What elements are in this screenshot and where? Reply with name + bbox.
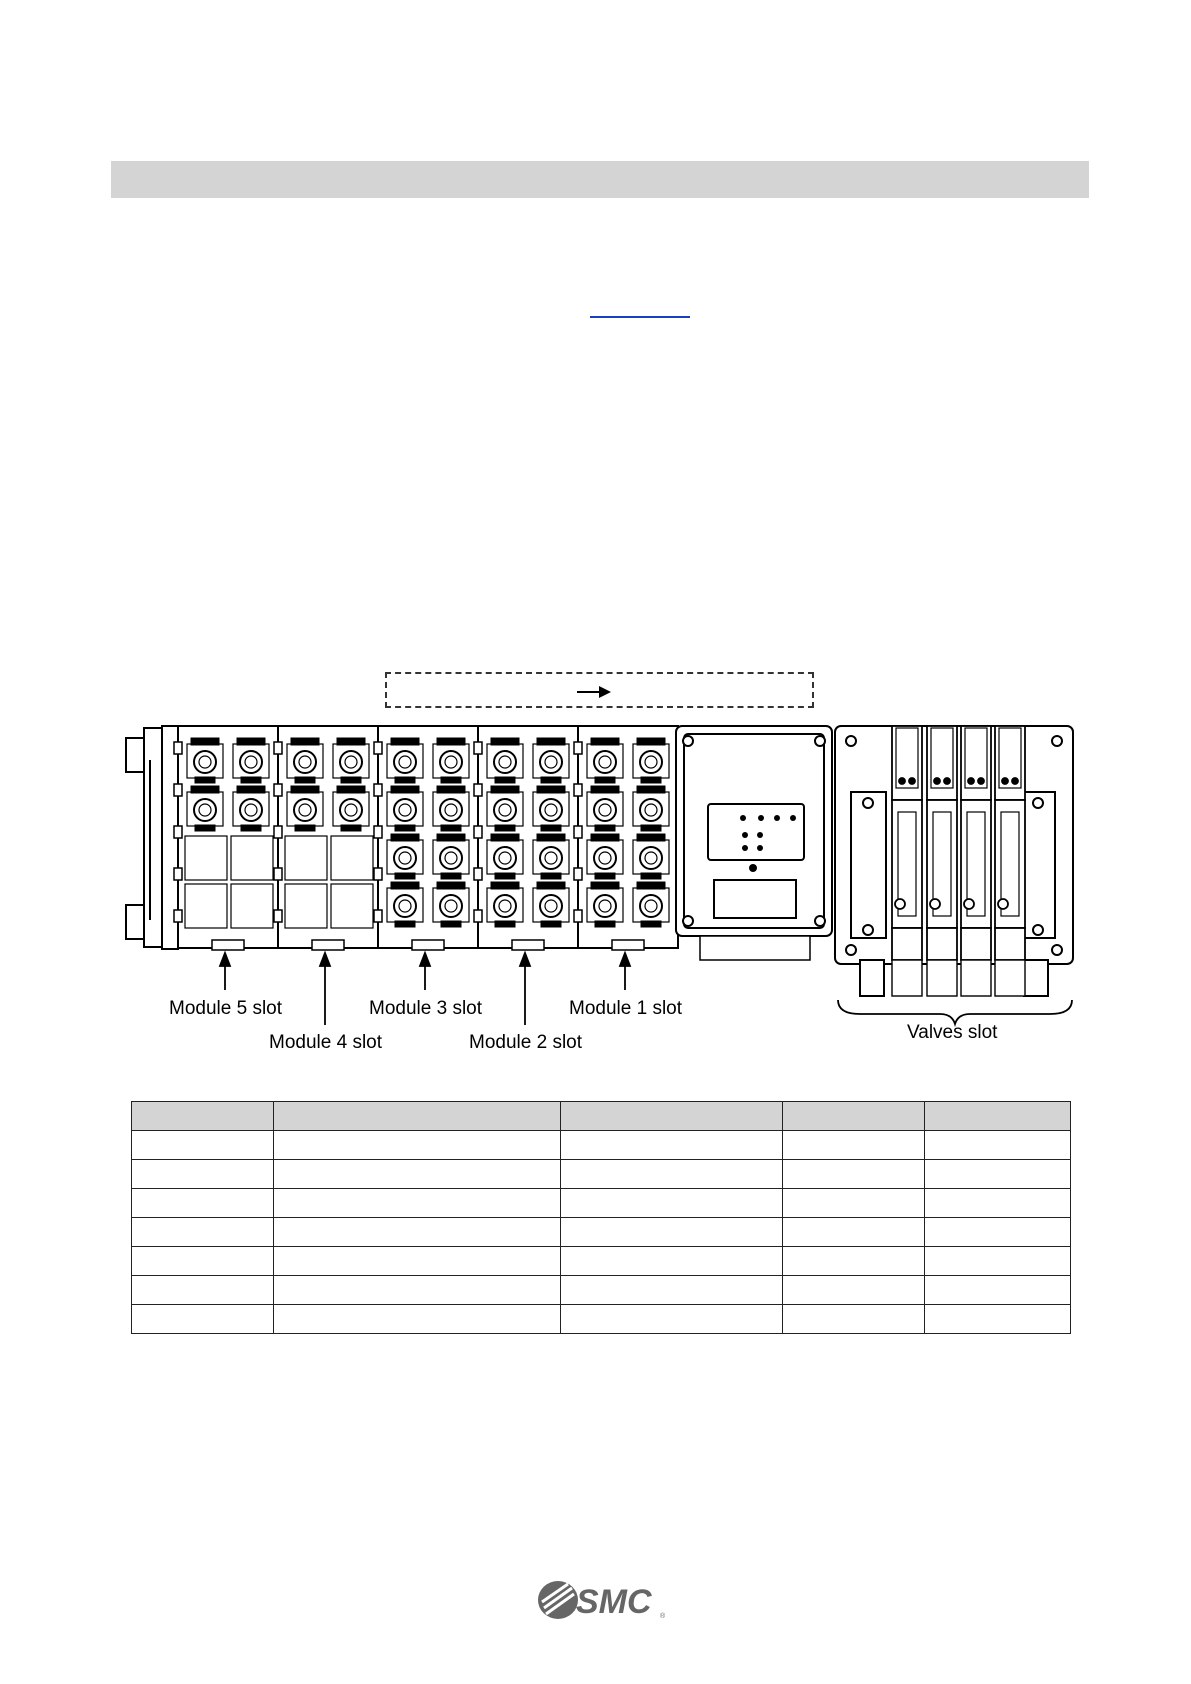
table-cell	[132, 1305, 274, 1334]
table-cell	[132, 1189, 274, 1218]
slot-pointer-arrowhead	[420, 953, 430, 966]
table-cell	[561, 1189, 783, 1218]
module-4-slot-label: Module 4 slot	[269, 1032, 383, 1053]
table-cell	[925, 1276, 1071, 1305]
table-cell	[132, 1160, 274, 1189]
table-cell	[925, 1247, 1071, 1276]
table-cell	[925, 1160, 1071, 1189]
table-row	[132, 1160, 1071, 1189]
valve-2	[927, 726, 957, 996]
valve-1	[892, 726, 922, 996]
slot-pointer-arrowhead	[520, 953, 530, 966]
module-1-slot-label: Module 1 slot	[569, 998, 683, 1019]
table-cell	[561, 1160, 783, 1189]
table-row	[132, 1131, 1071, 1160]
table-cell	[561, 1305, 783, 1334]
table-header-row	[132, 1102, 1071, 1131]
table-cell	[274, 1160, 561, 1189]
table-cell	[925, 1189, 1071, 1218]
left-end-plate	[126, 726, 178, 949]
table-cell	[132, 1247, 274, 1276]
table-cell	[783, 1305, 925, 1334]
valve-3	[961, 726, 991, 996]
table-cell	[925, 1131, 1071, 1160]
table-header-cell	[132, 1102, 274, 1131]
table-cell	[783, 1160, 925, 1189]
table-row	[132, 1247, 1071, 1276]
table-header-cell	[561, 1102, 783, 1131]
controller-unit	[676, 726, 832, 960]
table-cell	[561, 1131, 783, 1160]
table-cell	[274, 1305, 561, 1334]
slot-pointer-arrowhead	[620, 953, 630, 966]
smc-logo	[536, 1578, 666, 1622]
table-cell	[783, 1189, 925, 1218]
table-cell	[274, 1189, 561, 1218]
table-cell	[783, 1131, 925, 1160]
table-header-cell	[783, 1102, 925, 1131]
table-row	[132, 1189, 1071, 1218]
table-row	[132, 1305, 1071, 1334]
slot-pointer-arrowhead	[320, 953, 330, 966]
table-cell	[561, 1276, 783, 1305]
module-3-slot	[374, 726, 478, 950]
table-row	[132, 1218, 1071, 1247]
module-2-slot-label: Module 2 slot	[469, 1032, 583, 1053]
table-cell	[274, 1131, 561, 1160]
valves-brace	[838, 1000, 1072, 1024]
valve-4	[995, 726, 1025, 996]
module-4-slot	[274, 726, 378, 950]
module-table	[131, 1101, 1071, 1334]
table-cell	[925, 1218, 1071, 1247]
table-cell	[561, 1218, 783, 1247]
table-header-cell	[274, 1102, 561, 1131]
module-5-slot-label: Module 5 slot	[169, 998, 283, 1019]
module-1-slot	[574, 726, 678, 950]
table-cell	[783, 1218, 925, 1247]
slot-pointer-arrowhead	[220, 953, 230, 966]
table-cell	[274, 1247, 561, 1276]
table-cell	[561, 1247, 783, 1276]
table-header-cell	[925, 1102, 1071, 1131]
valves-slot-label: Valves slot	[907, 1022, 998, 1043]
module-3-slot-label: Module 3 slot	[369, 998, 483, 1019]
table-cell	[132, 1276, 274, 1305]
table-cell	[783, 1276, 925, 1305]
table-cell	[783, 1247, 925, 1276]
table-row	[132, 1276, 1071, 1305]
table-cell	[132, 1131, 274, 1160]
table-cell	[274, 1276, 561, 1305]
module-5-slot	[174, 726, 278, 950]
module-2-slot	[474, 726, 578, 950]
table-cell	[925, 1305, 1071, 1334]
table-cell	[274, 1218, 561, 1247]
svg-text:®: ®	[660, 1613, 666, 1620]
table-cell	[132, 1218, 274, 1247]
smc-logo-text: SMC	[576, 1583, 652, 1621]
